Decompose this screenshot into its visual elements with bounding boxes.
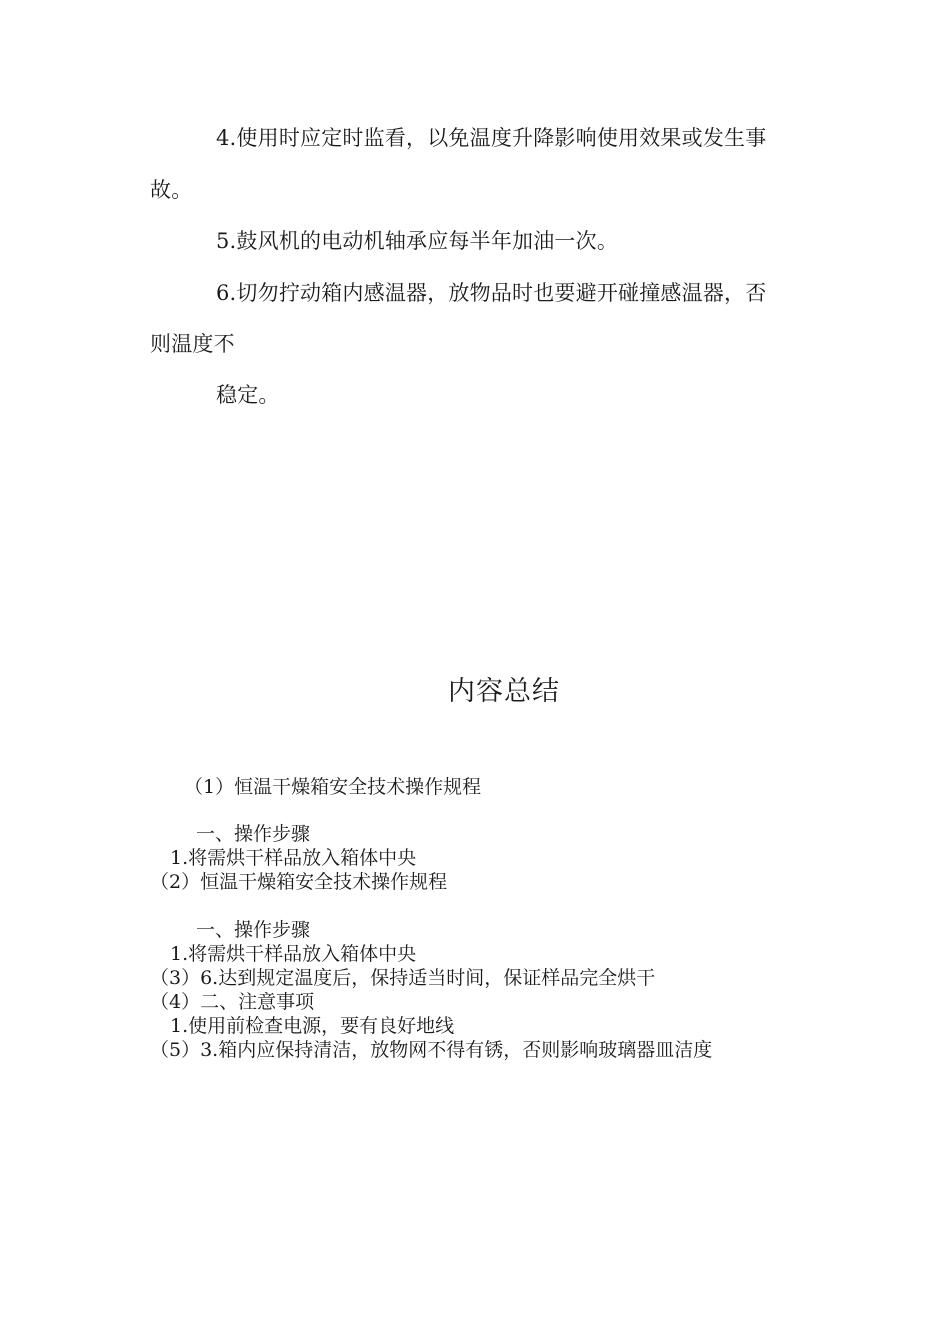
summary-line: （3）6.达到规定温度后，保持适当时间，保证样品完全烘干 xyxy=(150,967,656,989)
summary-line: （4）二、注意事项 xyxy=(150,991,315,1013)
paragraph-5: 5.鼓风机的电动机轴承应每半年加油一次。 xyxy=(216,229,619,253)
paragraph-4-line-2: 故。 xyxy=(150,178,193,202)
summary-line: （2）恒温干燥箱安全技术操作规程 xyxy=(150,871,448,893)
summary-line: 1.将需烘干样品放入箱体中央 xyxy=(170,943,417,965)
summary-line: 1.将需烘干样品放入箱体中央 xyxy=(170,847,417,869)
paragraph-6-line-3: 稳定。 xyxy=(216,383,280,407)
summary-line: 一、操作步骤 xyxy=(196,823,311,845)
summary-line: 1.使用前检查电源，要有良好地线 xyxy=(170,1015,455,1037)
summary-title: 内容总结 xyxy=(448,676,560,707)
paragraph-6-line-2: 则温度不 xyxy=(150,332,235,356)
paragraph-4-line-1: 4.使用时应定时监看，以免温度升降影响使用效果或发生事 xyxy=(216,126,767,150)
paragraph-6-line-1: 6.切勿拧动箱内感温器，放物品时也要避开碰撞感温器，否 xyxy=(216,281,767,305)
summary-line: （1）恒温干燥箱安全技术操作规程 xyxy=(184,776,482,798)
summary-line: （5）3.箱内应保持清洁，放物网不得有锈，否则影响玻璃器皿洁度 xyxy=(150,1039,713,1061)
summary-line: 一、操作步骤 xyxy=(196,919,311,941)
